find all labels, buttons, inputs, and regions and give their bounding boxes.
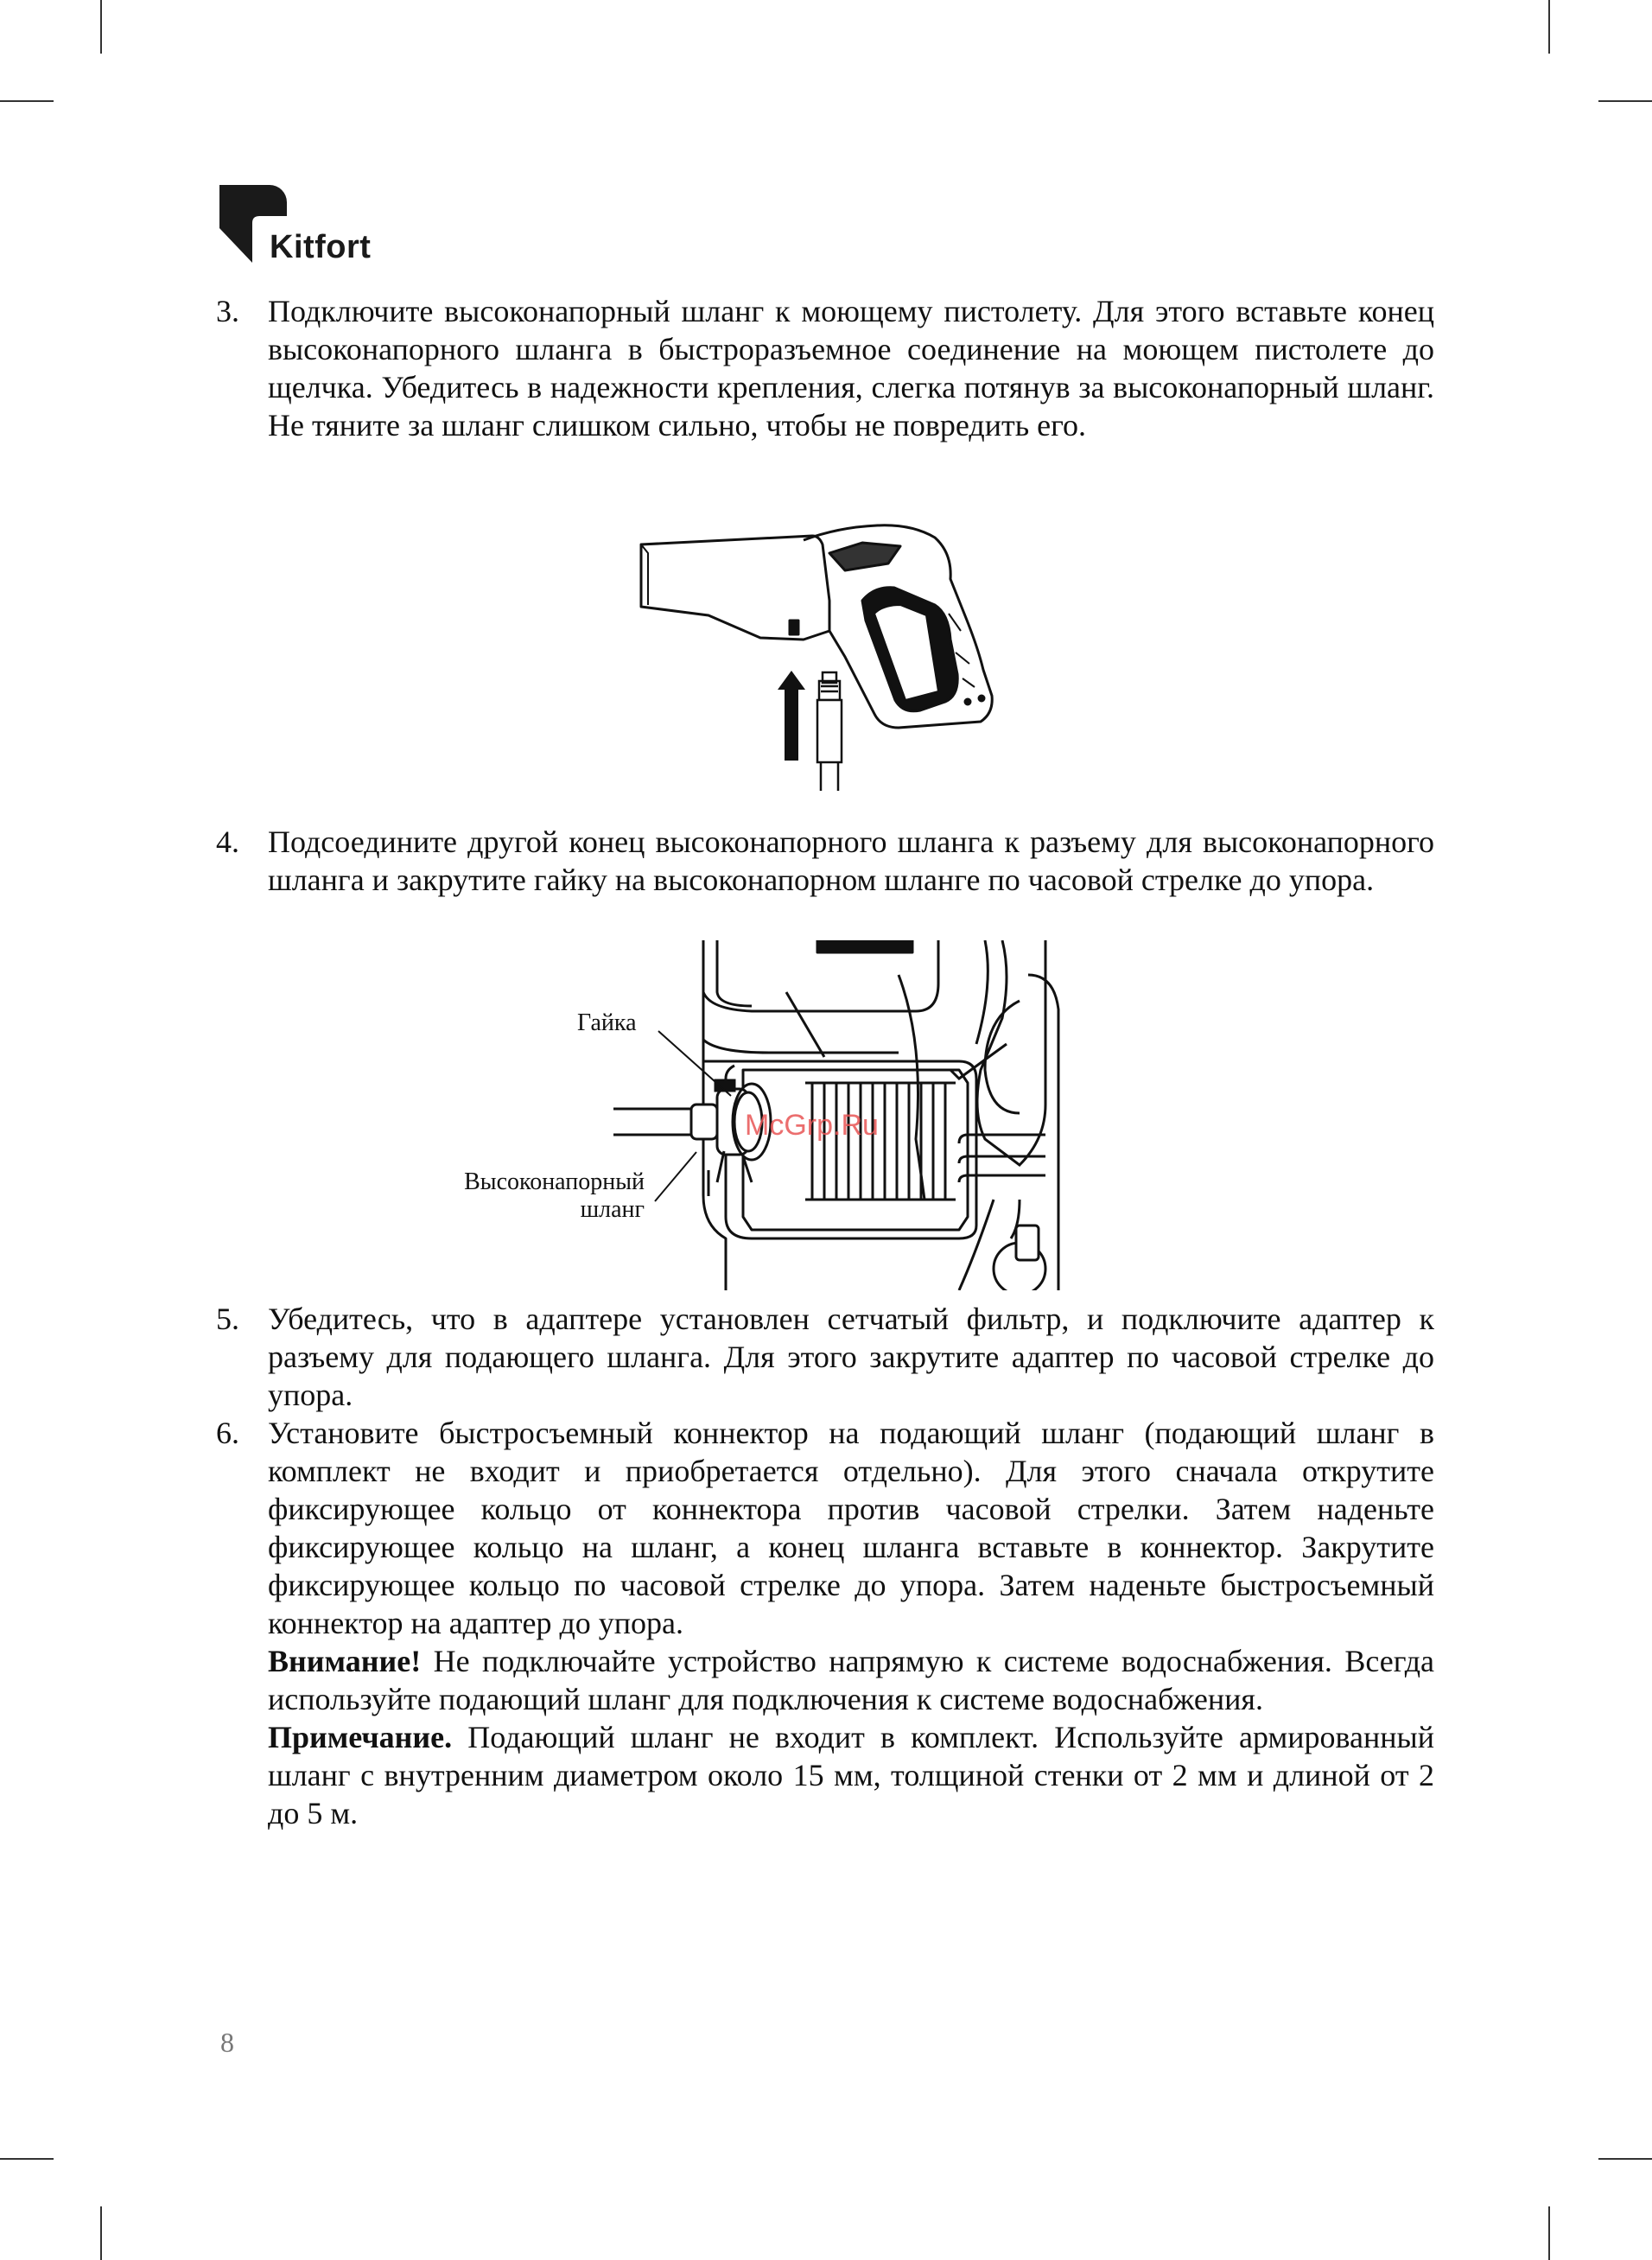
- crop-mark: [100, 0, 102, 54]
- step-number: 6.: [216, 1416, 239, 1450]
- crop-mark: [0, 2158, 54, 2160]
- warning-text: Не подключайте устройство напрямую к системе водоснабжения. Всегда используйте подающий шланг для подключения к системе водоснабжения.: [268, 1644, 1434, 1716]
- note-paragraph: [268, 1718, 1434, 1832]
- brand-name: Kitfort: [270, 229, 372, 265]
- hose-label-line2: шланг: [580, 1196, 645, 1223]
- warning-paragraph: [268, 1642, 1434, 1718]
- step-text: Подсоедините другой конец высоконапорного шланга к разъему для высоконапорного шланга и закрутите гайку на высоконапорном шланге по часовой стрелке до упора.: [268, 824, 1434, 897]
- page-number: 8: [220, 2027, 234, 2058]
- warning-lead: Внимание!: [268, 1644, 422, 1678]
- step-5: [216, 1300, 1434, 1414]
- step-number: 5.: [216, 1302, 239, 1336]
- step-text: Установите быстросъемный коннектор на подающий шланг (подающий шланг в комплект не входит и приобретается отдельно). Для этого сначала открутите фиксирующее кольцо от коннектора против часовой стрелки. Затем наденьте фиксирующее кольцо на шланг, а конец шланга вставьте в коннектор. Закрутите фиксирующее кольцо по часовой стрелке до упора. Затем наденьте быстросъемный коннектор на адаптер до упора.: [268, 1416, 1434, 1640]
- step-number: 4.: [216, 824, 239, 859]
- spray-gun-figure: [631, 519, 1045, 791]
- crop-mark: [1598, 100, 1652, 102]
- step-6: [216, 1414, 1434, 1832]
- note-lead: Примечание.: [268, 1720, 453, 1754]
- note-text: Подающий шланг не входит в комплект. Используйте армированный шланг с внутренним диаметром около 15 мм, толщиной стенки от 2 мм и длиной от 2 до 5 м.: [268, 1720, 1434, 1830]
- step-text: Подключите высоконапорный шланг к моющему пистолету. Для этого вставьте конец высоконапорного шланга в быстроразъемное соединение на моющем пистолете до щелчка. Убедитесь в надежности крепления, слегка потянув за высоконапорный шланг. Не тяните за шланг слишком сильно, чтобы не повредить его.: [268, 294, 1434, 442]
- step-4: [216, 823, 1434, 899]
- step-text: Убедитесь, что в адаптере установлен сетчатый фильтр, и подключите адаптер к разъему для подающего шланга. Для этого закрутите адаптер по часовой стрелке до упора.: [268, 1302, 1434, 1412]
- crop-mark: [100, 2206, 102, 2260]
- crop-mark: [1598, 2158, 1652, 2160]
- crop-mark: [1548, 0, 1550, 54]
- crop-mark: [1548, 2206, 1550, 2260]
- step-3: [216, 292, 1434, 444]
- crop-mark: [0, 100, 54, 102]
- step-number: 3.: [216, 294, 239, 328]
- nut-label: Гайка: [577, 1009, 637, 1036]
- hose-label-line1: Высоконапорный: [464, 1168, 645, 1195]
- watermark: McGrp.Ru: [745, 1109, 879, 1142]
